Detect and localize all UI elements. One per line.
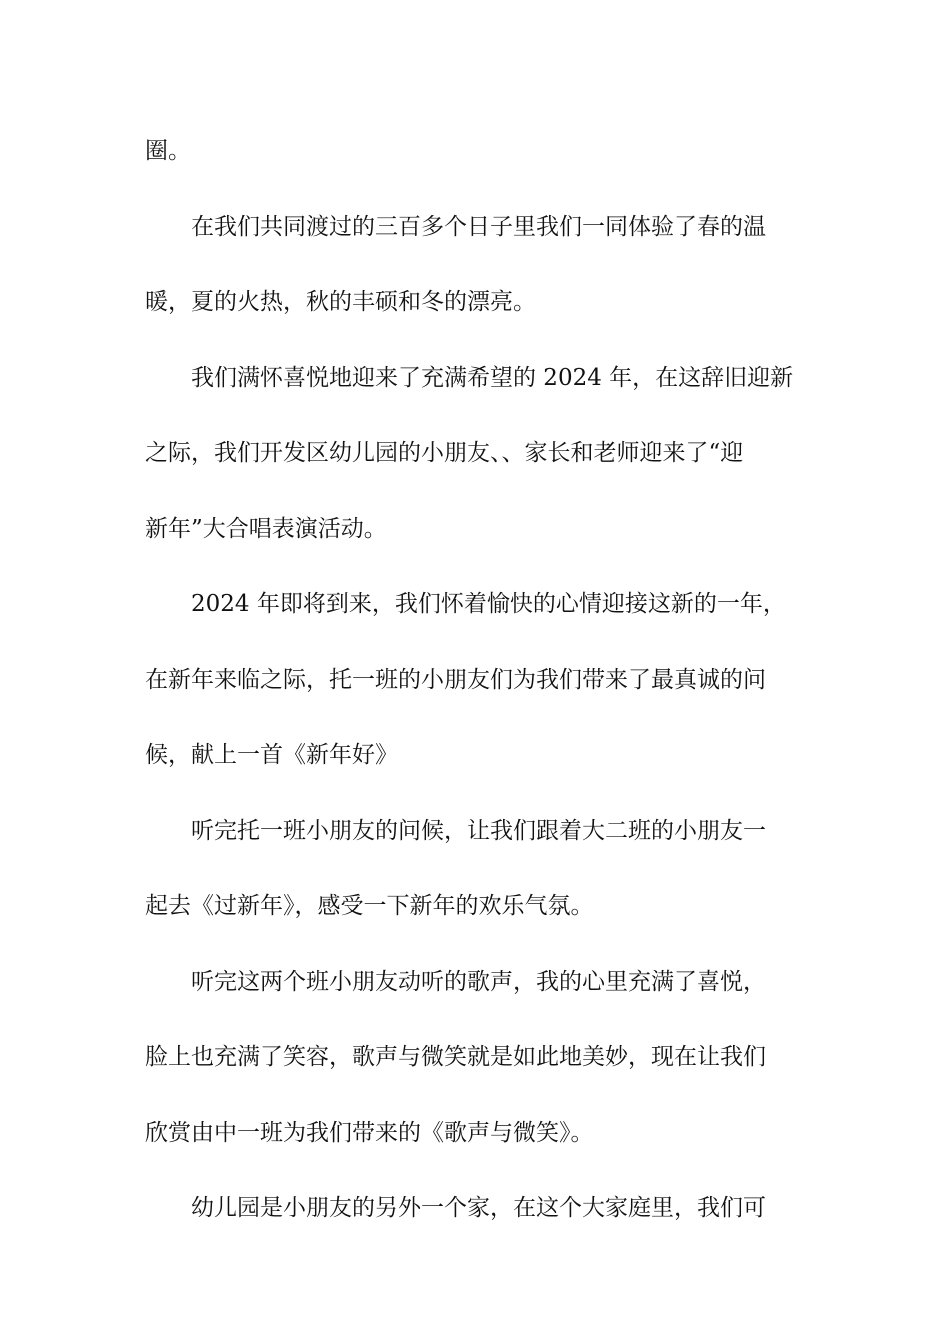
text-line: 候，献上一首《新年好》 <box>145 742 398 768</box>
text-line: 暖，夏的火热，秋的丰硕和冬的漂亮。 <box>145 289 536 315</box>
text-line: 起去《过新年》，感受一下新年的欢乐气氛。 <box>145 893 594 919</box>
text-line: 在新年来临之际，托一班的小朋友们为我们带来了最真诚的问 <box>145 666 766 693</box>
text-line: 听完托一班小朋友的问候，让我们跟着大二班的小朋友一 <box>191 817 766 844</box>
text-line: 新年”大合唱表演活动。 <box>145 515 387 542</box>
text-line: 在我们共同渡过的三百多个日子里我们一同体验了春的温 <box>191 213 766 240</box>
text-line: 欣赏由中一班为我们带来的《歌声与微笑》。 <box>145 1119 594 1146</box>
text-line: 听完这两个班小朋友动听的歌声，我的心里充满了喜悦， <box>191 968 766 995</box>
text-line: 之际，我们开发区幼儿园的小朋友、、家长和老师迎来了“迎 <box>145 440 744 466</box>
text-line: 脸上也充满了笑容，歌声与微笑就是如此地美妙，现在让我们 <box>145 1044 766 1070</box>
text-line: 我们满怀喜悦地迎来了充满希望的 2024 年，在这辞旧迎新 <box>191 364 794 391</box>
text-line: 圈。 <box>145 138 191 164</box>
body-text <box>145 127 810 1260</box>
text-line: 2024 年即将到来，我们怀着愉快的心情迎接这新的一年， <box>191 591 786 617</box>
text-line: 幼儿园是小朋友的另外一个家，在这个大家庭里，我们可 <box>191 1195 766 1221</box>
